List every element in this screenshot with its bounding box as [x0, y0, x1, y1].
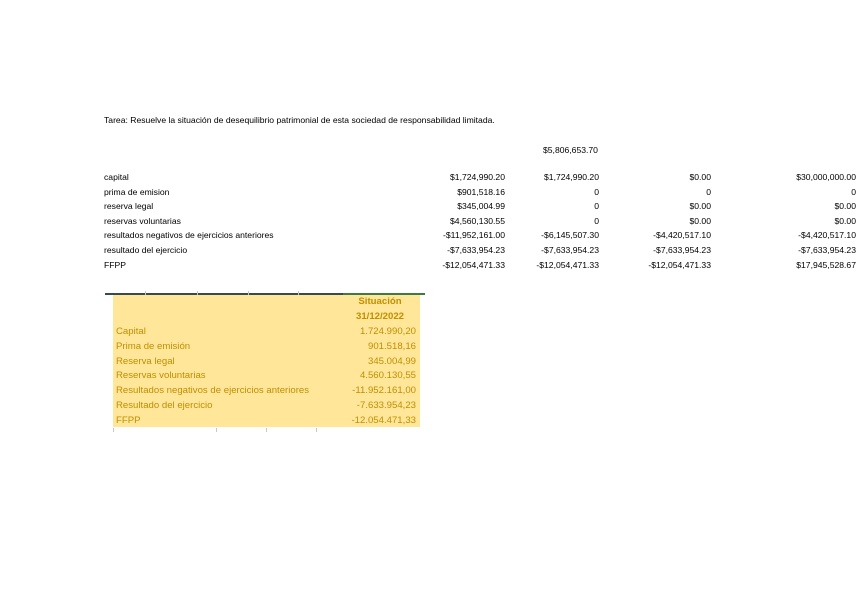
cell: $901,518.16: [457, 186, 505, 197]
gridline-tick: [216, 428, 217, 432]
row-label: Reserva legal: [116, 355, 175, 367]
cell: -$4,420,517.10: [653, 230, 711, 241]
row-label: Prima de emisión: [116, 340, 191, 352]
cell: $4,560,130.55: [450, 215, 505, 226]
cell: 0: [706, 186, 711, 197]
cell: -$11,952,161.00: [443, 230, 505, 241]
table-row: [113, 414, 420, 429]
cell: -$7,633,954.23: [447, 244, 505, 255]
header-line-2: 31/12/2022: [355, 311, 404, 322]
cell: -$12,054,471.33: [648, 259, 711, 270]
pasted-balance-table: [113, 295, 420, 429]
row-label: reservas voluntarias: [104, 215, 181, 226]
cell: 0: [594, 215, 599, 226]
table-row: [113, 340, 420, 355]
cell: $0.00: [834, 201, 856, 212]
header-line-1: Situación: [358, 296, 402, 307]
cell: -$7,633,954.23: [653, 244, 711, 255]
gridline-tick: [266, 428, 267, 432]
table-row: [113, 325, 420, 340]
row-label: prima de emision: [104, 186, 170, 197]
row-label: Reservas voluntarias: [116, 370, 206, 382]
row-value: 1.724.990,20: [359, 326, 416, 337]
cell: -$4,420,517.10: [798, 230, 856, 241]
gridline-tick: [316, 428, 317, 432]
row-value: 901.518,16: [367, 340, 416, 352]
row-value: -11.952.161,00: [352, 385, 416, 397]
gridline-tick: [113, 428, 114, 432]
task-statement: Tarea: Resuelve la situación de desequilibrio patrimonial de esta sociedad de responsabilidad limitada.: [104, 115, 495, 125]
cell: $0.00: [689, 201, 711, 212]
row-label: resultado del ejercicio: [104, 244, 188, 255]
row-value: 345.004,99: [367, 355, 416, 367]
row-label: reserva legal: [104, 201, 154, 212]
cell: 0: [594, 186, 599, 197]
cell: $30,000,000.00: [796, 172, 856, 182]
cell: -$6,145,507.30: [541, 230, 599, 241]
cell: $1,724,990.20: [450, 172, 505, 182]
table-row: [113, 355, 420, 370]
row-label: Capital: [116, 326, 146, 337]
cell: $17,945,528.67: [796, 259, 856, 270]
row-label: capital: [104, 172, 129, 182]
cell: 0: [594, 201, 599, 212]
row-value: -12.054.471,33: [351, 414, 416, 426]
cell: $1,724,990.20: [544, 172, 599, 182]
table-row: [113, 399, 420, 414]
cell: 0: [851, 186, 856, 197]
table-row: [113, 384, 420, 399]
column-header: [113, 310, 420, 325]
cell: -$7,633,954.23: [541, 244, 599, 255]
cell: -$12,054,471.33: [536, 259, 599, 270]
cell: -$7,633,954.23: [798, 244, 856, 255]
cell: $0.00: [834, 215, 856, 226]
row-value: 4.560.130,55: [359, 370, 416, 382]
row-label: resultados negativos de ejercicios anteriores: [104, 230, 274, 241]
row-label: FFPP: [116, 414, 141, 426]
row-label: Resultados negativos de ejercicios anteriores: [116, 385, 310, 397]
row-value: -7.633.954,23: [356, 399, 416, 411]
top-amount: $5,806,653.70: [543, 145, 598, 155]
row-label: FFPP: [104, 259, 126, 270]
cell: $0.00: [689, 215, 711, 226]
table-row: [113, 369, 420, 384]
row-label: Resultado del ejercicio: [116, 399, 213, 411]
cell: -$12,054,471.33: [442, 259, 505, 270]
cell: $0.00: [689, 172, 711, 182]
column-header: [113, 295, 420, 310]
cell: $345,004.99: [457, 201, 505, 212]
